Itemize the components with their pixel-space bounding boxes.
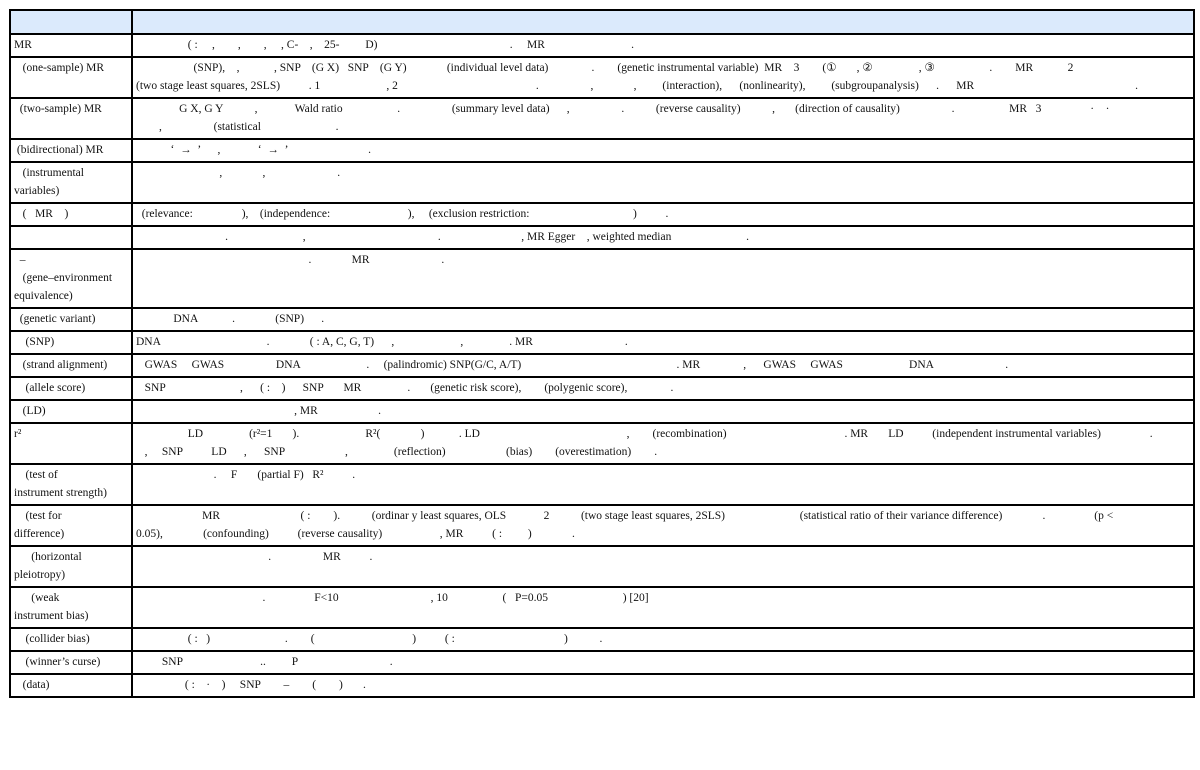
table-row	[10, 308, 1194, 331]
table-row	[10, 464, 1194, 505]
table-row	[10, 546, 1194, 587]
term-cell: (horizontal pleiotropy)	[10, 546, 132, 587]
table-row	[10, 505, 1194, 546]
definition-cell: . , . , MR Egger , weighted median .	[132, 226, 1194, 249]
definition-cell: GWAS GWAS DNA . (palindromic) SNP(G/C, A/T) . MR , GWAS GWAS DNA .	[132, 354, 1194, 377]
definition-cell: ( : ) . ( ) ( : ) .	[132, 628, 1194, 651]
table-row	[10, 331, 1194, 354]
term-cell	[10, 226, 132, 249]
table-row	[10, 354, 1194, 377]
term-cell: (allele score)	[10, 377, 132, 400]
definition-cell: SNP , ( : ) SNP MR . (genetic risk score), (polygenic score), .	[132, 377, 1194, 400]
definition-cell: ( : , , , , C- , 25- D) . MR .	[132, 34, 1194, 57]
term-cell: (test for difference)	[10, 505, 132, 546]
term-cell: (weak instrument bias)	[10, 587, 132, 628]
table-row	[10, 139, 1194, 162]
term-cell: (genetic variant)	[10, 308, 132, 331]
definition-cell: . MR .	[132, 249, 1194, 308]
definition-cell: (relevance: ), (independence: ), (exclusion restriction: ) .	[132, 203, 1194, 226]
definition-cell: SNP .. P .	[132, 651, 1194, 674]
term-cell: (LD)	[10, 400, 132, 423]
term-cell: r²	[10, 423, 132, 464]
table-row	[10, 377, 1194, 400]
table-row	[10, 203, 1194, 226]
definition-cell: . F (partial F) R² .	[132, 464, 1194, 505]
term-cell: (two-sample) MR	[10, 98, 132, 139]
definition-cell: DNA . (SNP) .	[132, 308, 1194, 331]
term-cell: (SNP)	[10, 331, 132, 354]
definition-cell: DNA . ( : A, C, G, T) , , . MR .	[132, 331, 1194, 354]
table-row	[10, 651, 1194, 674]
table-row	[10, 162, 1194, 203]
term-cell: (test of instrument strength)	[10, 464, 132, 505]
term-cell: (winner’s curse)	[10, 651, 132, 674]
definition-cell: . MR .	[132, 546, 1194, 587]
term-cell: (strand alignment)	[10, 354, 132, 377]
table-row	[10, 423, 1194, 464]
term-cell: (collider bias)	[10, 628, 132, 651]
definition-column-header	[132, 10, 1194, 34]
term-column-header	[10, 10, 132, 34]
definition-cell: . F<10 , 10 ( P=0.05 ) [20]	[132, 587, 1194, 628]
definition-cell: MR ( : ). (ordinar y least squares, OLS 2 (two stage least squares, 2SLS) (statistical ratio of their variance difference) . (p < 0.05), (confounding) (reverse causality) , MR ( : ) .	[132, 505, 1194, 546]
table-row	[10, 34, 1194, 57]
table-row	[10, 57, 1194, 98]
glossary-table	[9, 9, 1195, 698]
term-cell: (instrumental variables)	[10, 162, 132, 203]
definition-cell: , , .	[132, 162, 1194, 203]
definition-cell: ‘ → ’ , ‘ → ’ .	[132, 139, 1194, 162]
table-row	[10, 628, 1194, 651]
table-row	[10, 400, 1194, 423]
header-row	[10, 10, 1194, 34]
table-row	[10, 249, 1194, 308]
term-cell: (bidirectional) MR	[10, 139, 132, 162]
table-row	[10, 226, 1194, 249]
term-cell: ( MR )	[10, 203, 132, 226]
table-row	[10, 98, 1194, 139]
term-cell: (one-sample) MR	[10, 57, 132, 98]
term-cell: (data)	[10, 674, 132, 697]
definition-cell: (SNP), , , SNP (G X) SNP (G Y) (individual level data) . (genetic instrumental variable) MR 3 (① , ② , ③ . MR 2 (two stage least squares, 2SLS) . 1 , 2 . , , (interaction), (nonlinearity), (subgroupanalysis) . MR .	[132, 57, 1194, 98]
term-cell: MR	[10, 34, 132, 57]
definition-cell: , MR .	[132, 400, 1194, 423]
definition-cell: G X, G Y , Wald ratio . (summary level data) , . (reverse causality) , (direction of causality) . MR 3 · · , (statistical .	[132, 98, 1194, 139]
definition-cell: ( : · ) SNP – ( ) .	[132, 674, 1194, 697]
table-row	[10, 587, 1194, 628]
table-row	[10, 674, 1194, 697]
definition-cell: LD (r²=1 ). R²( ) . LD , (recombination) . MR LD (independent instrumental variables) . , SNP LD , SNP , (reflection) (bias) (overestimation) .	[132, 423, 1194, 464]
term-cell: – (gene–environment equivalence)	[10, 249, 132, 308]
